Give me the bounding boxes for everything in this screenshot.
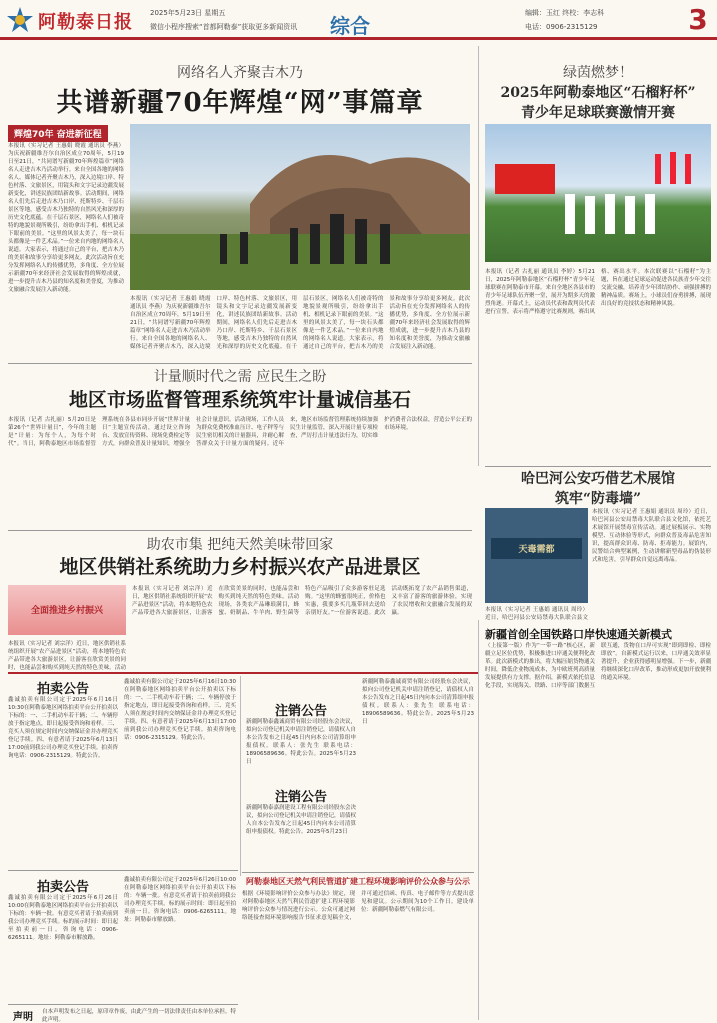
notice-2-title: 拍卖公告 <box>36 880 89 895</box>
eia-title: 阿勒泰地区天然气利民管道扩建工程环境影响评价公众参与公示 <box>246 877 470 886</box>
notice-divider <box>240 676 241 876</box>
rural-kicker: 助农市集 把纯天然美味带回家 <box>146 537 334 553</box>
rule-eia <box>242 872 474 873</box>
football-title: 2025年阿勒泰地区“石榴籽杯” 青少年足球联赛激情开赛 <box>500 85 696 121</box>
football-kicker: 绿茵燃梦！ <box>563 65 633 81</box>
main-kicker: 网络名人齐聚吉木乃 <box>177 65 303 81</box>
main-body-cols: 本报讯（实习记者 王惠娟 晓霞 通讯员 李燕）为庆祝新疆维吾尔自治区成立70周年，5月19日至21日，“共同谱写新疆70年辉煌篇章”网络名人走进吉木乃活动举行。来自全国各地的网络名人、媒体记者齐聚吉木乃，深入边境口岸、特色村落、文旅景区，用镜头和文字记录边疆发展新变化，讲述民族团结新故事。活动期间，网络名人们先后走进吉木乃口岸、托斯特乡、千层石景区等地，感受吉木乃独特的自然风光和深厚的历史文化底蕴。在千层石景区，网络名人们被奇特的地貌景观所吸引，纷纷拿出手机、相机记录下眼前的美景。“这里的风景太美了，每一块石头都像是一件艺术品。”一位来自内地的网络名人说道。大家表示，将通过自己的平台，把吉木乃的美景和故事分享给更多网友。此次活动旨在充分发挥网络名人的传播优势，多角度、全方位展示新疆70年来经济社会发展取得的辉煌成就，进一步提升吉木乃县的知名度和美誉度，为推动文旅融合发展注入新动能。 <box>130 296 470 350</box>
market-title: 地区市场监督管理系统筑牢计量诚信基石 <box>68 389 411 411</box>
football-photo <box>485 124 711 262</box>
logo-text: 阿勒泰日报 <box>38 12 133 33</box>
rail-title: 新疆首创全国铁路口岸快速通关新模式 <box>485 628 672 641</box>
notice-5-body: 新疆阿勒泰嘉润建设工程有限公司经股东会决议，拟向公司登记机关申请注销登记，请债权人自本公告发布之日起45日内向本公司清算组申报债权。特此公告。2025年5月23日 <box>246 805 356 835</box>
logo-mark-icon <box>6 6 34 34</box>
hhh-photo <box>485 508 588 603</box>
main-title: 共谱新疆70年辉煌“网”事篇章 <box>56 88 424 118</box>
museum-sign: 天毒需都 <box>491 538 582 559</box>
market-kicker: 计量顺时代之需 应民生之盼 <box>153 369 327 385</box>
main-tag: 辉煌70年 奋进新征程 <box>8 125 108 142</box>
rural-body-col1: 本报讯（实习记者 刘宗洋）近日，地区供销社系统组织开展“农产品进景区”活动，将本地特色农产品带进各大旅游景区，让游客在欣赏美景的同时，也能品尝和购买到纯天然的特色美味。活动 <box>8 641 126 670</box>
rural-body-cols: 本报讯（实习记者 刘宗洋）近日，地区供销社系统组织开展“农产品进景区”活动，将本地特色农产品带进各大旅游景区，让游客在欣赏美景的同时，也能品尝和购买到纯天然的特色美味。活动现场，各类农产品琳琅满目，蜂蜜、奶制品、牛羊肉、野生菌等特色产品吸引了众多游客驻足选购。“这里的蜂蜜很纯正，价格也实惠，我要多买几瓶带回去送给亲朋好友。”一位游客说道。此次活动既拓宽了农产品销售渠道，又丰富了游客的旅游体验，实现了农民增收和文旅融合发展的双赢。 <box>132 586 472 616</box>
rural-banner-text: 全面推进乡村振兴 <box>30 606 103 616</box>
market-body: 本报讯（记者 古扎丽）5月20日是第26个“世界计量日”，今年的主题是“计量：为每个人，为每个时代”。当日，阿勒泰地区市场监督管理系统在各县市同步开展“世界计量日”主题宣传活动，通过设立咨询台、发放宣传资料、现场免费检定等方式，向群众普及计量知识，增强全社会计量意识。活动现场，工作人员为群众免费校准血压计、电子秤等与民生密切相关的计量器具，并耐心解答群众关于计量方面的疑问。近年来，地区市场监督管理系统持续加强民生计量监管，深入开展计量专项检查，严厉打击计量违法行为，切实维护消费者合法权益，营造公平公正的市场环境。 <box>8 417 472 447</box>
column-divider-2 <box>478 620 479 1020</box>
rule-notice-3 <box>8 1004 238 1005</box>
rule-rural <box>8 530 472 531</box>
notice-5-title: 注销公告 <box>274 790 327 805</box>
notice-4-body-cont: 新疆阿勒泰鑫诚商贸有限公司经股东会决议，拟向公司登记机关申请注销登记，请债权人自本公告发布之日起45日内向本公司清算组申报债权。联系人：张先生 联系电话：18906589636。特此公告。2025年5月23日 <box>362 679 474 725</box>
section-title: 综合 <box>330 14 370 38</box>
football-photo-graphic <box>485 124 711 262</box>
notice-3-title: 声明 <box>13 1012 33 1023</box>
hhh-body-bottom: 本报讯（实习记者 王惠娟 通讯员 周玲）近日，哈巴河县公安局禁毒大队联合县文 <box>485 607 588 621</box>
rule-notices <box>8 672 478 674</box>
rule-hhh <box>485 466 711 467</box>
rail-body: （上接第一版）作为“一带一路”核心区，新疆立足区位优势，积极推进口岸通关便利化改革。此次新模式的推出，将大幅压缩货物通关时间，降低企业物流成本，为中欧班列高质量发展提供有力支撑。据介绍，新模式依托信息化手段，实现海关、铁路、口岸等部门数据互联互通，货物在口岸可实现“即到即检、即检即放”。自新模式运行以来，口岸通关效率显著提升，企业获得感明显增强。下一步，新疆将继续深化口岸改革，推动形成更加开放便利的通关环境。 <box>485 643 711 689</box>
notice-4-body: 新疆阿勒泰鑫诚商贸有限公司经股东会决议，拟向公司登记机关申请注销登记，请债权人自本公告发布之日起45日内向本公司清算组申报债权。联系人：张先生 联系电话：18906589636。特此公告。2025年5月23日 <box>246 719 356 765</box>
notice-2-body: 鑫诚拍卖有限公司定于2025年6月26日10:00在阿勒泰地区网络拍卖平台公开拍卖以下标的：车辆一批。有意竞买者请于拍卖前到我公司办理竞买手续。标的展示时间：即日起至拍卖前一日。咨询电话：0906-6265111。地址：阿勒泰市解放路。 <box>8 895 118 941</box>
rocks-photo-graphic <box>130 124 470 290</box>
football-body: 本报讯（记者 古扎丽 通讯员 李婷）5月21日，2025年阿勒泰地区“石榴籽杯”青少年足球联赛在阿勒泰市开幕。来自全地区各县市的青少年足球队伍齐聚一堂，展开为期多天的激烈角逐。开幕式上，运动员代表和裁判员代表进行宣誓，表示将严格遵守比赛规则，赛出风格、赛出水平。本次联赛以“石榴籽”为主题，旨在通过足球运动促进各民族青少年交往交流交融，培养青少年团结协作、顽强拼搏的精神品质。赛场上，小球员们奋勇拼搏，展现出良好的竞技状态和精神风貌。 <box>485 269 711 315</box>
rule-market <box>8 363 472 364</box>
notice-1-title: 拍卖公告 <box>36 682 89 697</box>
phone-line: 电话：0906-2315129 <box>525 23 598 31</box>
masthead <box>0 0 717 40</box>
notice-1-body: 鑫诚拍卖有限公司定于2025年6月16日10:30在阿勒泰地区网络拍卖平台公开拍卖以下标的：一、二手机动车若干辆；二、车辆停放于指定地点，即日起接受咨询和看样。三、竞买人须在规定时间内交纳保证金并办理竞买登记手续。四、有意者请于2025年6月13日17:00前到我公司办理竞买登记手续。拍卖咨询电话：0906-2315129。特此公告。 <box>8 697 118 759</box>
main-body-col1: 本报讯（实习记者 王惠娟 晓霞 通讯员 李燕）为庆祝新疆维吾尔自治区成立70周年，5月19日至21日，“共同谱写新疆70年辉煌篇章”网络名人走进吉木乃活动举行。来自全国各地的网络名人、媒体记者齐聚吉木乃，深入边境口岸、特色村落、文旅景区，用镜头和文字记录边疆发展新变化，讲述民族团结新故事。活动期间，网络名人们先后走进吉木乃口岸、托斯特乡、千层石景区等地，感受吉木乃独特的自然风光和深厚的历史文化底蕴。在千层石景区，网络名人们被奇特的地貌景观所吸引，纷纷拿出手机、相机记录下眼前的美景。“这里的风景太美了，每一块石头都像是一件艺术品。”一位来自内地的网络名人说道。大家表示，将通过自己的平台，把吉木乃的美景和故事分享给更多网友。此次活动旨在充分发挥网络名人的传播优势，多角度、全方位展示新疆70年来经济社会发展取得的辉煌成就，进一步提升吉木乃县的知名度和美誉度，为推动文旅融合发展注入新动能。 <box>8 143 124 293</box>
main-photo <box>130 124 470 290</box>
editor-line: 编辑：玉红 终校：李志科 <box>525 9 605 17</box>
rural-title: 地区供销社系统助力乡村振兴农产品进景区 <box>59 556 421 578</box>
eia-body: 根据《环境影响评价公众参与办法》规定，现对阿勒泰地区天然气利民管道扩建工程环境影响评价公众参与情况进行公示。公众可通过网络链接查阅环境影响报告书征求意见稿全文，并可通过信函、传真、电子邮件等方式提出意见和建议。公示期间为10个工作日。建设单位：新疆阿勒泰燃气有限公司。 <box>242 891 474 921</box>
rural-banner <box>8 585 126 635</box>
notice-2-body-cont: 鑫诚拍卖有限公司定于2025年6月26日10:00在阿勒泰地区网络拍卖平台公开拍卖以下标的：车辆一批。有意竞买者请于拍卖前到我公司办理竞买手续。标的展示时间：即日起至拍卖前一日。咨询电话：0906-6265111。地址：阿勒泰市解放路。 <box>124 877 236 923</box>
issue-date: 2025年5月23日 星期五 <box>150 9 226 17</box>
wechat-note: 微信小程序搜索“首都阿勒泰”获取更多新闻资讯 <box>150 23 298 31</box>
hhh-title: 哈巴河公安巧借艺术展馆 筑牢“防毒墙” <box>521 471 675 507</box>
notice-3-body: 自本声明发布之日起，原印章作废，由此产生的一切法律责任由本单位承担。特此声明。 <box>42 1009 236 1022</box>
page-number: 3 <box>688 3 708 36</box>
hhh-body-side: 本报讯（实习记者 王惠娟 通讯员 周玲）近日，哈巴河县公安局禁毒大队联合县文化馆，依托艺术展馆开展禁毒宣传活动。通过展板展示、实物模型、互动体验等形式，向群众普及毒品危害知识，提高群众识毒、防毒、拒毒能力。展馆内，民警结合典型案例，生动讲解新型毒品的伪装形式和危害，引导群众自觉远离毒品。 <box>592 509 711 563</box>
notice-1-body-cont: 鑫诚拍卖有限公司定于2025年6月16日10:30在阿勒泰地区网络拍卖平台公开拍卖以下标的：一、二手机动车若干辆；二、车辆停放于指定地点，即日起接受咨询和看样。三、竞买人须在规定时间内交纳保证金并办理竞买登记手续。四、有意者请于2025年6月13日17:00前到我公司办理竞买登记手续。拍卖咨询电话：0906-2315129。特此公告。 <box>124 679 236 741</box>
rule-notice-2 <box>8 870 238 871</box>
column-divider <box>478 46 479 466</box>
logo <box>6 6 146 34</box>
notice-4-title: 注销公告 <box>274 704 327 719</box>
